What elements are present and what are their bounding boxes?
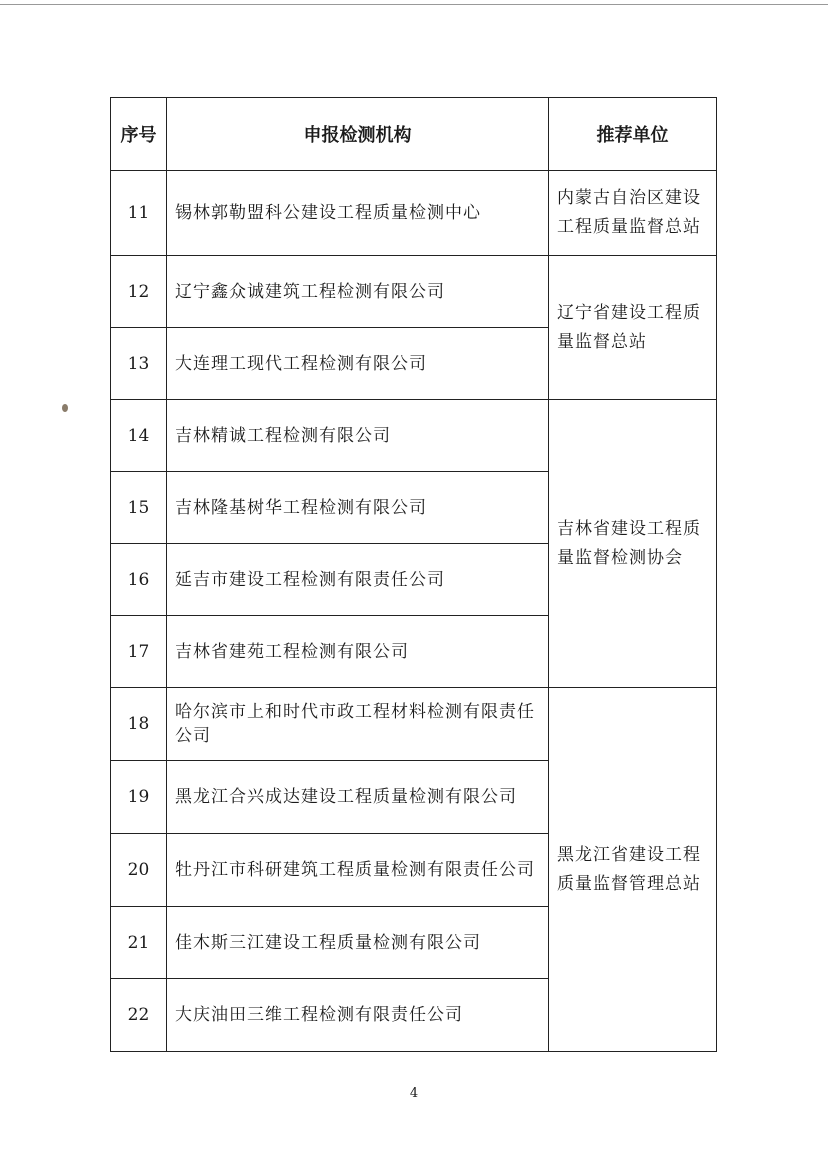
org-name: 大连理工现代工程检测有限公司 bbox=[167, 328, 549, 400]
row-number: 13 bbox=[111, 328, 167, 400]
row-number: 19 bbox=[111, 761, 167, 834]
page-number: 4 bbox=[409, 1086, 419, 1101]
row-number: 20 bbox=[111, 834, 167, 907]
recommending-unit: 内蒙古自治区建设工程质量监督总站 bbox=[549, 171, 717, 256]
scan-speck bbox=[62, 404, 68, 412]
header-org: 申报检测机构 bbox=[167, 98, 549, 171]
table-row bbox=[111, 688, 717, 761]
header-unit: 推荐单位 bbox=[549, 98, 717, 171]
recommendation-table bbox=[110, 97, 717, 1052]
header-no: 序号 bbox=[111, 98, 167, 171]
row-number: 14 bbox=[111, 400, 167, 472]
page-top-rule bbox=[0, 4, 828, 5]
row-number: 22 bbox=[111, 979, 167, 1052]
org-name: 大庆油田三维工程检测有限责任公司 bbox=[167, 979, 549, 1052]
row-number: 12 bbox=[111, 256, 167, 328]
table-row bbox=[111, 171, 717, 256]
org-name: 吉林隆基树华工程检测有限公司 bbox=[167, 472, 549, 544]
row-number: 16 bbox=[111, 544, 167, 616]
org-name: 吉林省建苑工程检测有限公司 bbox=[167, 616, 549, 688]
recommending-unit: 辽宁省建设工程质量监督总站 bbox=[549, 256, 717, 400]
org-name: 黑龙江合兴成达建设工程质量检测有限公司 bbox=[167, 761, 549, 834]
recommending-unit: 吉林省建设工程质量监督检测协会 bbox=[549, 400, 717, 688]
org-name: 佳木斯三江建设工程质量检测有限公司 bbox=[167, 907, 549, 979]
org-name: 哈尔滨市上和时代市政工程材料检测有限责任公司 bbox=[167, 688, 549, 761]
org-name: 锡林郭勒盟科公建设工程质量检测中心 bbox=[167, 171, 549, 256]
row-number: 11 bbox=[111, 171, 167, 256]
org-name: 牡丹江市科研建筑工程质量检测有限责任公司 bbox=[167, 834, 549, 907]
org-name: 辽宁鑫众诚建筑工程检测有限公司 bbox=[167, 256, 549, 328]
row-number: 18 bbox=[111, 688, 167, 761]
row-number: 21 bbox=[111, 907, 167, 979]
org-name: 吉林精诚工程检测有限公司 bbox=[167, 400, 549, 472]
table-header-row bbox=[111, 98, 717, 171]
row-number: 15 bbox=[111, 472, 167, 544]
org-name: 延吉市建设工程检测有限责任公司 bbox=[167, 544, 549, 616]
table-row bbox=[111, 400, 717, 472]
recommending-unit: 黑龙江省建设工程质量监督管理总站 bbox=[549, 688, 717, 1052]
table-row bbox=[111, 256, 717, 328]
row-number: 17 bbox=[111, 616, 167, 688]
